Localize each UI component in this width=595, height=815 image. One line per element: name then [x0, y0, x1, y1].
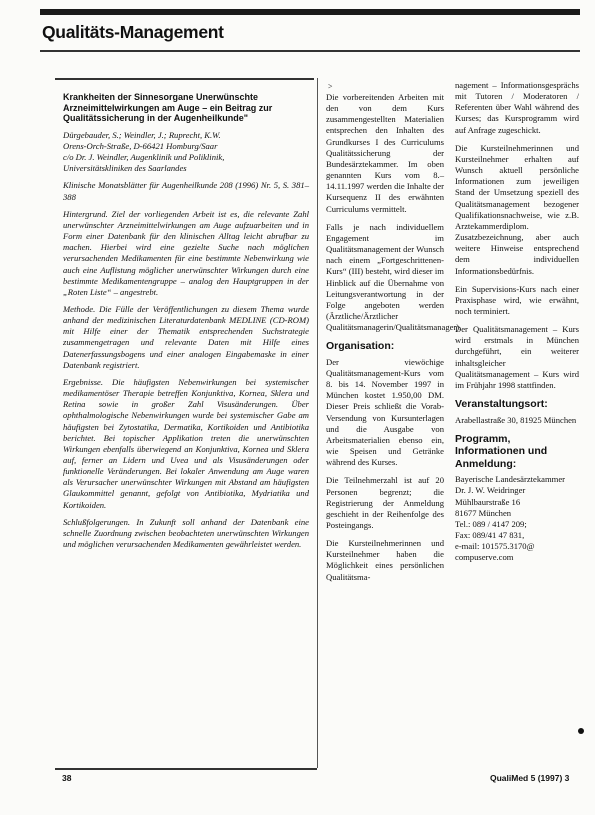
contact-line: Bayerische Landesärztekammer [455, 474, 565, 485]
heading-venue: Veranstaltungsort: [455, 398, 548, 411]
paragraph: Die Kursteilnehmerinnen und Kursteilnehmer haben die Möglichkeit eines persönlichen Qualitätsma- [326, 538, 444, 582]
contact-email: e-mail: 101575.3170@ [455, 541, 535, 552]
header-rule [40, 50, 580, 52]
address-line: Universitätskliniken des Saarlandes [63, 163, 187, 174]
heading-organisation: Organisation: [326, 340, 395, 353]
contact-phone: Tel.: 089 / 4147 209; [455, 518, 527, 529]
paragraph: Der viewöchige Qualitätsmanagement-Kurs vom 8. bis 14. November 1997 in München kostet 1.950,00 DM. Dieser Preis schließt die Vorab-Versendung von Kursunterlagen und die Ausgabe von Arbeitsmaterialien ebenso ein, wie Speisen und Getränke während des Kurses. [326, 356, 444, 468]
abstract-results: Ergebnisse. Die häufigsten Nebenwirkungen bei systemischer medikamentöser Therapie betreffen Konjunktiva, Kornea, Sklera und Retina sowie in großer Zahl Visusänderungen. Über ophthalmologische Nebenwirkungen wurde bei systemischer Gabe am häufigsten bei Zytostatika, Dermatika, Kortikoiden und Antibiotika berichtet. Bei topischer Applikation treten die unerwünschten Wirkungen ebenfalls überwiegend an Konjunktiva, Kornea und Sklera auf, ferner an Lidern und Uvea und als Visusänderungen oder funktionelle Veränderungen. Bei lokaler Anwendung am Auge waren als Verursacher unerwünschter Wirkungen mit Abstand am häufigsten Glaukommittel genannt, gefolgt von Antibiotika, Mydriatika und Kortikoiden. [63, 376, 309, 510]
paragraph: Ein Supervisions-Kurs nach einer Praxisphase wird, wie erwähnt, noch terminiert. [455, 283, 579, 316]
middle-column [326, 92, 462, 590]
paragraph: nagement – Informationsgesprächs mit Tutoren / Moderatoren / Referenten über Wahl während des Kurses; das Kursprogramm wird auf Anfrage zugeschickt. [455, 80, 579, 135]
venue-address: Arabellastraße 30, 81925 München [455, 414, 577, 425]
contact-fax: Fax: 089/41 47 831, [455, 530, 525, 540]
article-box-bottom [55, 768, 317, 770]
contact-line: 81677 München [455, 507, 512, 518]
authors: Dürgebauder, S.; Weindler, J.; Ruprecht, K.W. [63, 129, 221, 140]
bullet-dot [578, 728, 584, 734]
paragraph: Der Qualitätsmanagement – Kurs wird erstmals in München durchgeführt, ein weiterer inhaltsgleicher Qualitätsmanagement – Kurs wird im Frühjahr 1998 stattfinden. [455, 324, 579, 390]
abstract-column [63, 92, 309, 556]
abstract-method: Methode. Die Fülle der Veröffentlichungen zu diesem Thema wurde anhand der medizinischen Literaturdatenbank MEDLINE (CD-ROM) mit Hilfe einer der Thematik entsprechenden Suchstrategie zusammengetragen und relevante Daten mit Hilfe eines Datenerfassungsbogens und einer analogen Eingabemaske in einer Datenbank registriert. [63, 303, 309, 370]
citation: Klinische Monatsblätter für Augenheilkunde 208 (1996) Nr. 5, S. 381–388 [63, 180, 309, 202]
section-title: Qualitäts-Management [42, 22, 224, 42]
paragraph: Die Teilnehmerzahl ist auf 20 Personen begrenzt; die Registrierung der Anmeldung geschieht in der Reihenfolge des Posteingangs. [326, 475, 444, 530]
paragraph: Falls je nach individuellem Engagement im Qualitätsmanagement der Wunsch nach einem „Fortgeschrittenen-Kurs“ (III) besteht, wird dieser im Hinblick auf die Übernahme von Leitungsverantwortung in der Folge angeboten werden (Ärztliche/Ärztlicher Qualitätsmanagerin/Qualitätsmanager). [326, 221, 462, 333]
header-bar [40, 9, 580, 15]
contact-email: compuserve.com [455, 552, 514, 563]
contact-block [455, 474, 579, 563]
journal-reference: QualiMed 5 (1997) 3 [490, 773, 570, 783]
abstract-background: Hintergrund. Ziel der vorliegenden Arbeit ist es, die relevante Zahl unerwünschter Arzneimittelwirkungen am Auge aufzuarbeiten und in Form einer Datenbank für den klinischen Alltag leicht abrufbar zu machen. Hierbei wird eine gezielte Suche nach möglichen verursachenden Medikamenten für eine bestimmte Nebenwirkung wie auch eine Auflistung möglicher unerwünschter Wirkungen durch eine bestimmte Medikamentengruppe – analog den Hauptgruppen in der „Roten Liste“ – angestrebt. [63, 208, 309, 297]
address-line: c/o Dr. J. Weindler, Augenklinik und Poliklinik, [63, 152, 225, 163]
paragraph: Die Kursteilnehmerinnen und Kursteilnehmer erhalten auf Wunsch aktuell persönliche Informationen zum jeweiligen Stand der Umsetzung speziell des Qualitätsmanagement bezogener Qualifikationsnachweise, wie z.B. Arztekammerdiplom. Zusatzbezeichnung, aber auch weitere Hinweise entsprechend dem individuellen Informationsbedürfnis. [455, 142, 579, 276]
column-marker: > [328, 82, 333, 91]
address-line: Orens-Orch-Straße, D-66421 Homburg/Saar [63, 140, 218, 151]
article-title: Krankheiten der Sinnesorgane Unerwünschte Arzneimittelwirkungen am Auge – ein Beitrag zur Qualitätssicherung in der Augenheilkunde" [63, 92, 273, 124]
abstract-conclusions: Schlußfolgerungen. In Zukunft soll anhand der Datenbank eine schnelle Zuordnung zwischen beobachteten unerwünschten Wirkungen und möglichen verursachenden Medikamenten gewährleistet werden. [63, 516, 309, 550]
paragraph: Die vorbereitenden Arbeiten mit den von dem Kurs zusammengestellten Materialien entsprechen den Inhalten des Grundkurses I des Curriculums Qualitätssicherung der Bundesärztekammer. Im oben genannten Kurs vom 8.–14.11.1997 werden die Inhalte der Kursequenz II des erwähnten Curriculums vermittelt. [326, 92, 444, 214]
page-number: 38 [62, 773, 72, 783]
contact-line: Mühlbaurstraße 16 [455, 496, 521, 507]
column-divider [317, 78, 318, 768]
heading-program: Programm, Informationen und Anmeldung: [455, 432, 548, 470]
contact-line: Dr. J. W. Weidringer [455, 485, 526, 496]
article-box-top [55, 78, 314, 80]
right-column [455, 80, 579, 563]
